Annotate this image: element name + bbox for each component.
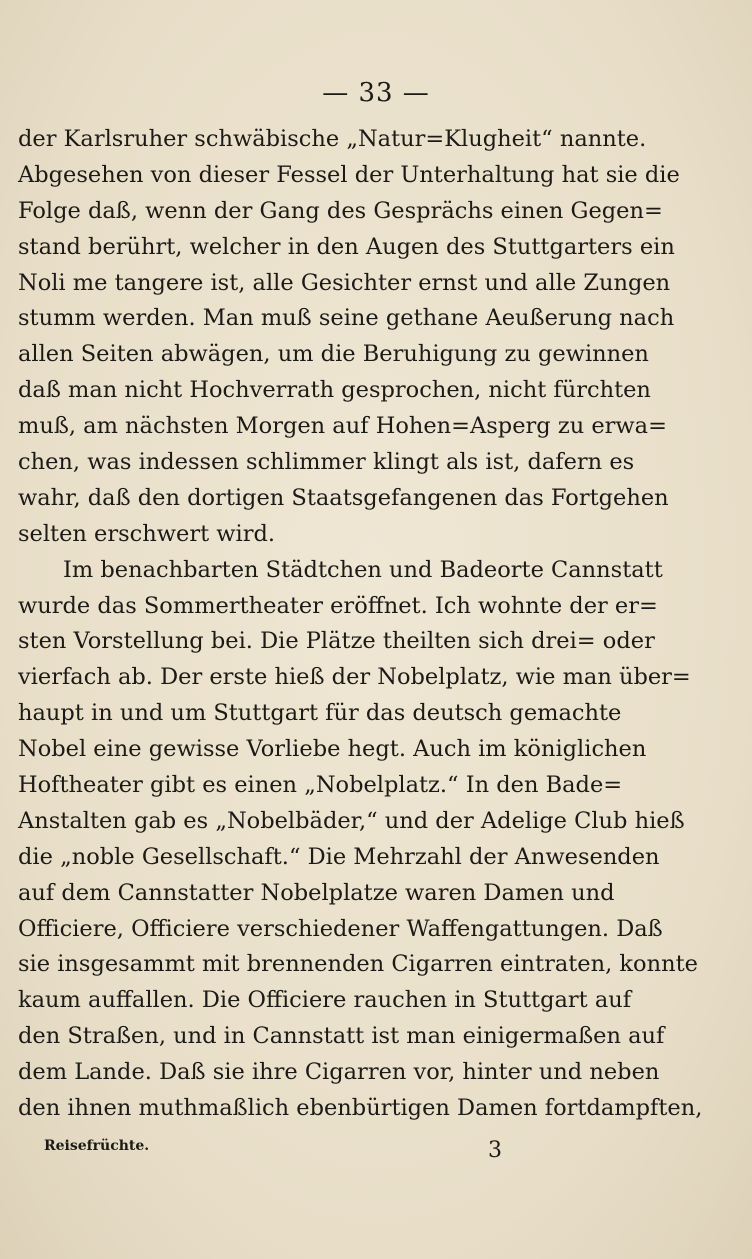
- text-line: daß man nicht Hochverrath gesprochen, nicht fürchten: [18, 377, 651, 404]
- text-line: Anstalten gab es „Nobelbäder,“ und der Adelige Club hieß: [18, 807, 685, 834]
- folio-number: 3: [488, 1138, 502, 1163]
- text-line: muß, am nächsten Morgen auf Hohen=Asperg zu erwa=: [18, 413, 667, 440]
- text-line: den ihnen muthmaßlich ebenbürtigen Damen fortdampften,: [18, 1095, 703, 1122]
- text-line: vierfach ab. Der erste hieß der Nobelplatz, wie man über=: [18, 664, 691, 691]
- text-line: chen, was indessen schlimmer klingt als ist, dafern es: [18, 449, 635, 476]
- text-line: Noli me tangere ist, alle Gesichter ernst und alle Zungen: [18, 269, 671, 296]
- text-line: den Straßen, und in Cannstatt ist man einigermaßen auf: [18, 1023, 665, 1050]
- text-line: stand berührt, welcher in den Augen des Stuttgarters ein: [18, 233, 675, 260]
- text-line: wurde das Sommertheater eröffnet. Ich wohnte der er=: [18, 592, 658, 619]
- text-line: Folge daß, wenn der Gang des Gesprächs einen Gegen=: [18, 197, 663, 224]
- text-line: kaum auffallen. Die Officiere rauchen in Stuttgart auf: [18, 987, 632, 1014]
- text-line: Im benachbarten Städtchen und Badeorte Cannstatt: [63, 556, 663, 583]
- text-line: auf dem Cannstatter Nobelplatze waren Damen und: [18, 879, 615, 906]
- text-line: die „noble Gesellschaft.“ Die Mehrzahl der Anwesenden: [18, 843, 660, 870]
- text-line: stumm werden. Man muß seine gethane Aeußerung nach: [18, 305, 675, 332]
- text-line: Hoftheater gibt es einen „Nobelplatz.“ In den Bade=: [18, 772, 623, 799]
- text-line: Nobel eine gewisse Vorliebe hegt. Auch im königlichen: [18, 736, 647, 763]
- text-line: dem Lande. Daß sie ihre Cigarren vor, hinter und neben: [18, 1059, 660, 1086]
- text-line: sten Vorstellung bei. Die Plätze theilten sich drei= oder: [18, 628, 655, 655]
- text-line: selten erschwert wird.: [18, 520, 276, 547]
- text-line: der Karlsruher schwäbische „Natur=Klugheit“ nannte.: [18, 126, 647, 152]
- text-line: wahr, daß den dortigen Staatsgefangenen das Fortgehen: [18, 484, 669, 511]
- page-body: [18, 122, 703, 1127]
- text-line: allen Seiten abwägen, um die Beruhigung zu gewinnen: [18, 341, 649, 368]
- signature-mark: Reisefrüchte.: [44, 1138, 150, 1154]
- text-line: Abgesehen von dieser Fessel der Unterhaltung hat sie die: [18, 161, 680, 188]
- text-line: haupt in und um Stuttgart für das deutsch gemachte: [18, 700, 622, 727]
- text-line: Officiere, Officiere verschiedener Waffengattungen. Daß: [18, 915, 663, 942]
- page-number-header: — 33 —: [322, 78, 430, 108]
- text-line: sie insgesammt mit brennenden Cigarren eintraten, konnte: [18, 951, 698, 978]
